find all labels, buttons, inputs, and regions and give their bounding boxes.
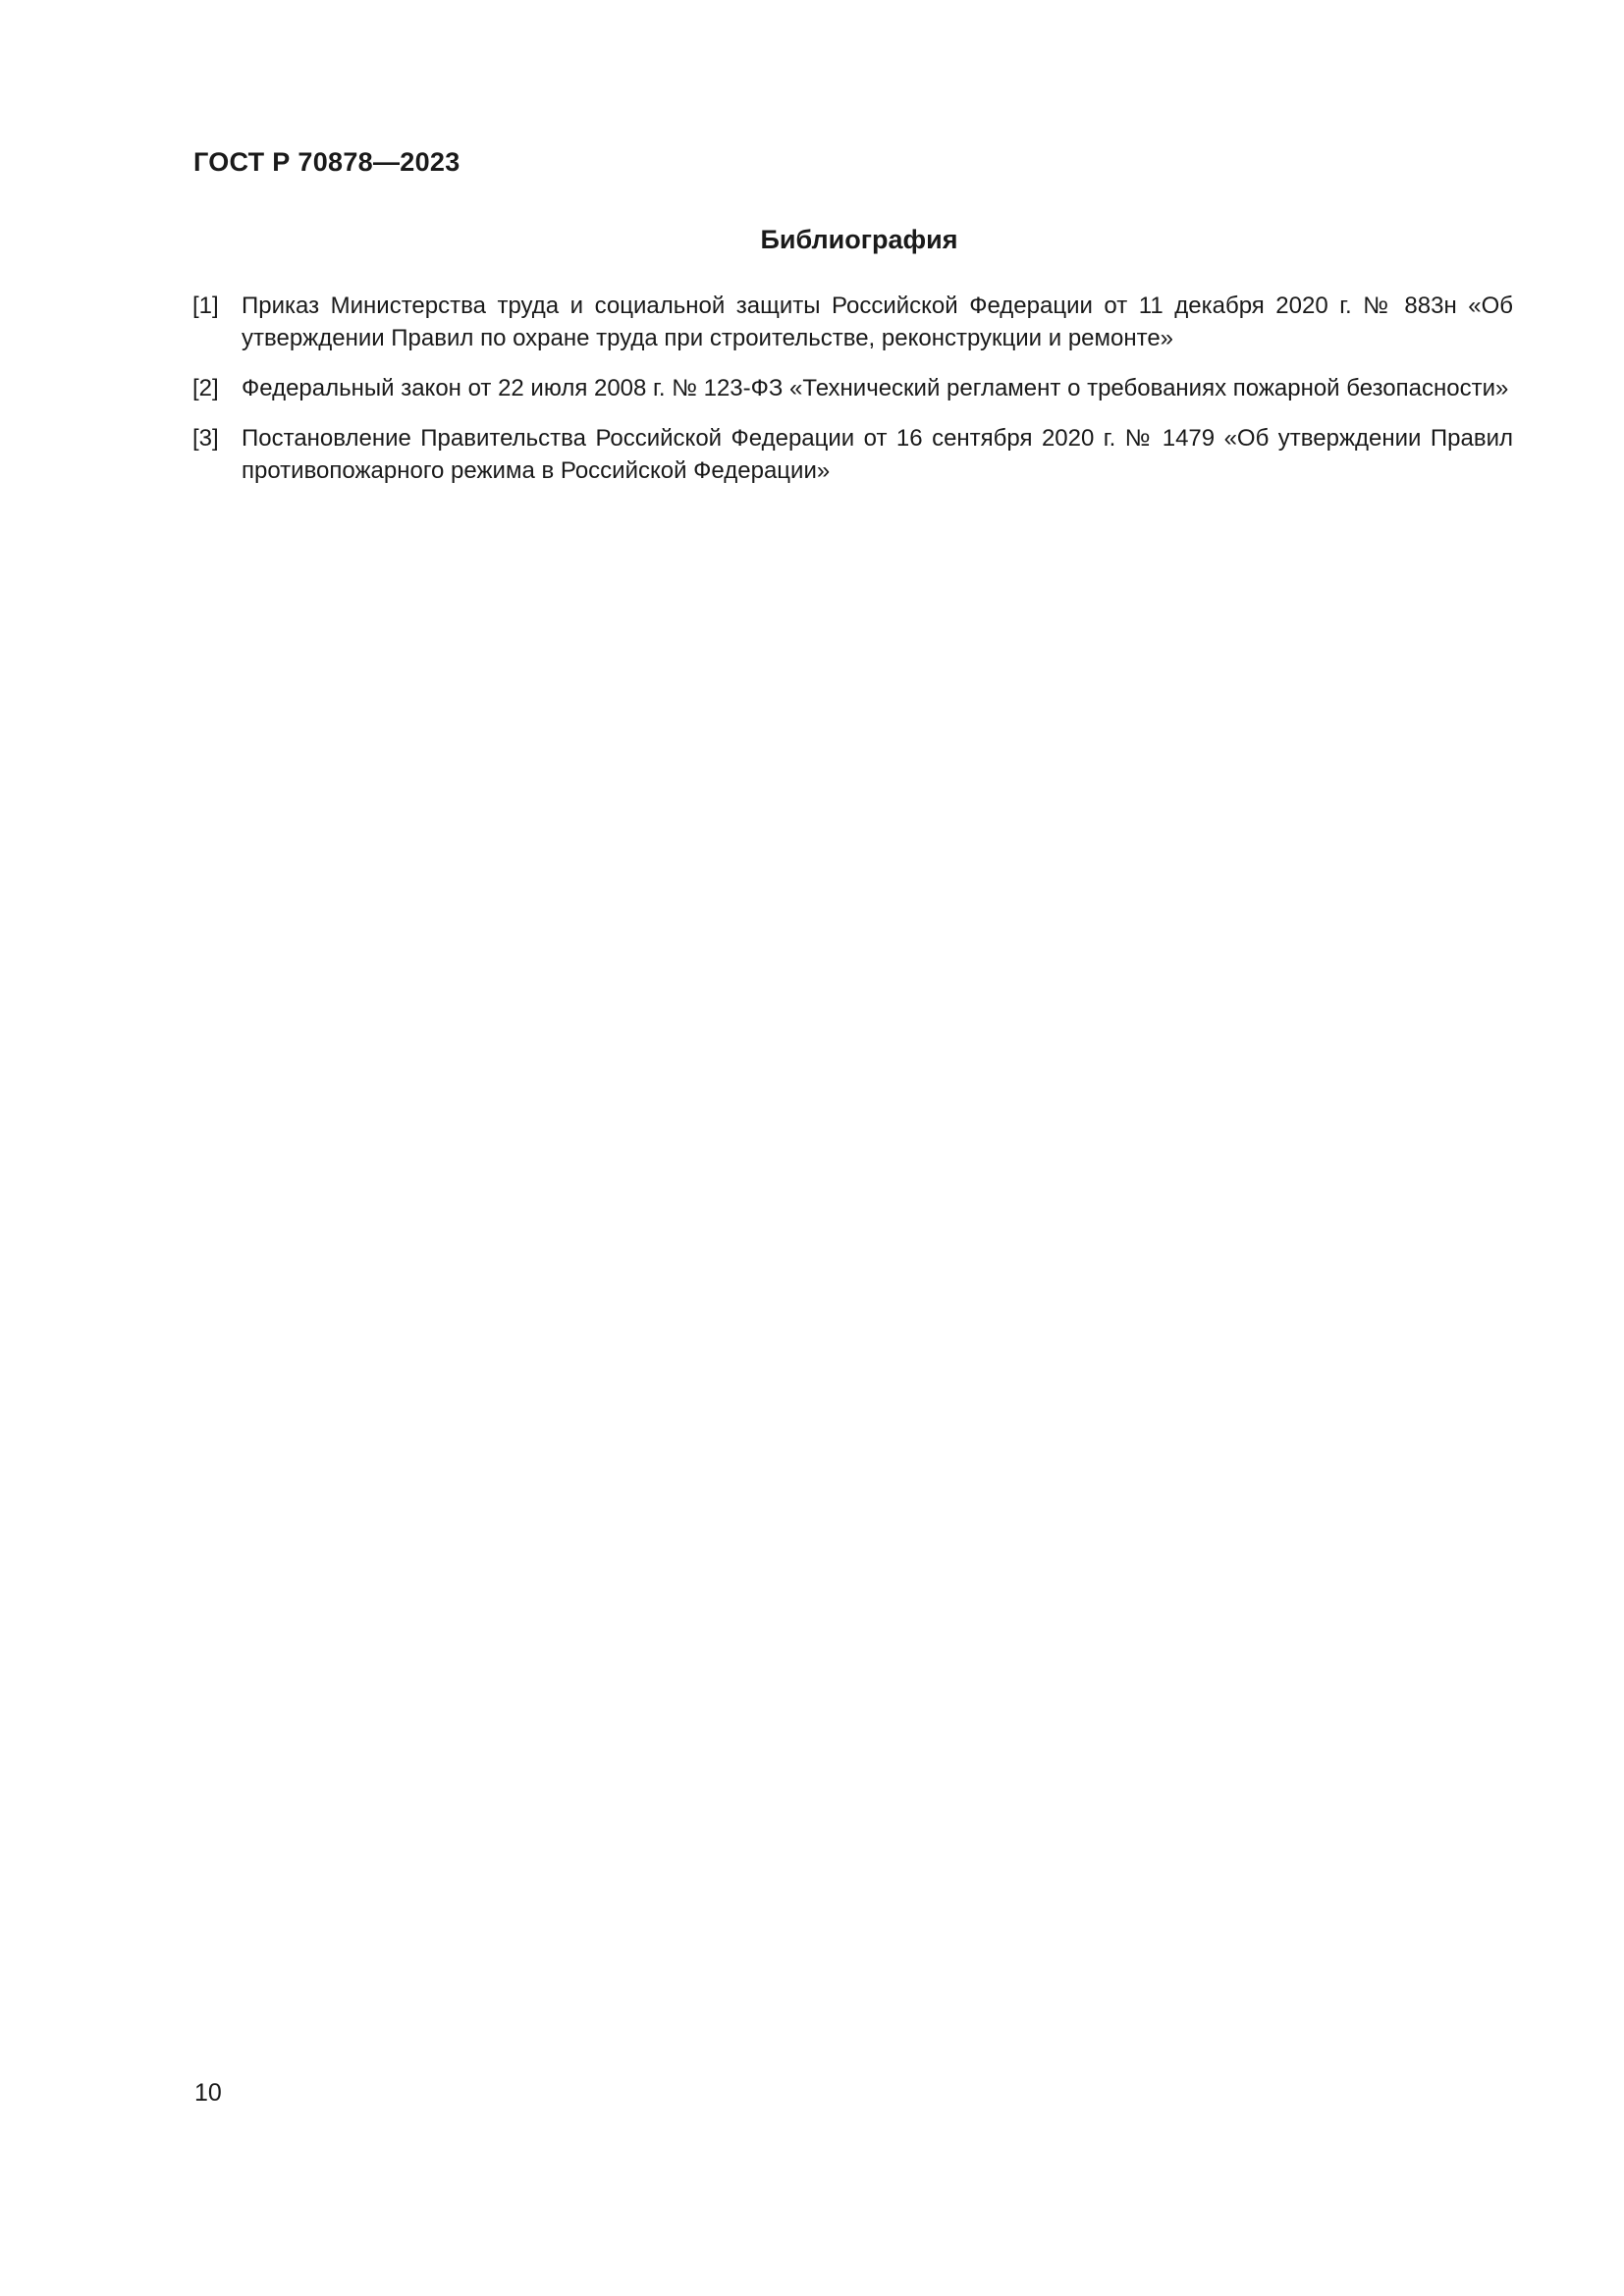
entry-text: Постановление Правительства Российской Федерации от 16 сентября 2020 г. № 1479 «Об утверждении Правил противопожарного режима в Российской Федерации» (242, 425, 1513, 484)
entry-number: [3] (192, 425, 219, 452)
entry-number: [2] (192, 375, 219, 401)
bibliography-entry (192, 372, 1513, 404)
entry-number: [1] (192, 293, 219, 319)
entry-text: Федеральный закон от 22 июля 2008 г. № 123-ФЗ «Технический регламент о требованиях пожарной безопасности» (242, 375, 1509, 401)
bibliography-entry (192, 290, 1513, 354)
entry-text: Приказ Министерства труда и социальной защиты Российской Федерации от 11 декабря 2020 г. № 883н «Об утверждении Правил по охране труда при строительстве, реконструкции и ремонте» (242, 293, 1513, 351)
page-number: 10 (194, 2079, 222, 2107)
standard-code-header: ГОСТ Р 70878—2023 (193, 147, 460, 177)
bibliography-title: Библиография (760, 225, 958, 254)
bibliography-entry (192, 422, 1513, 487)
bibliography-list (192, 290, 1513, 505)
